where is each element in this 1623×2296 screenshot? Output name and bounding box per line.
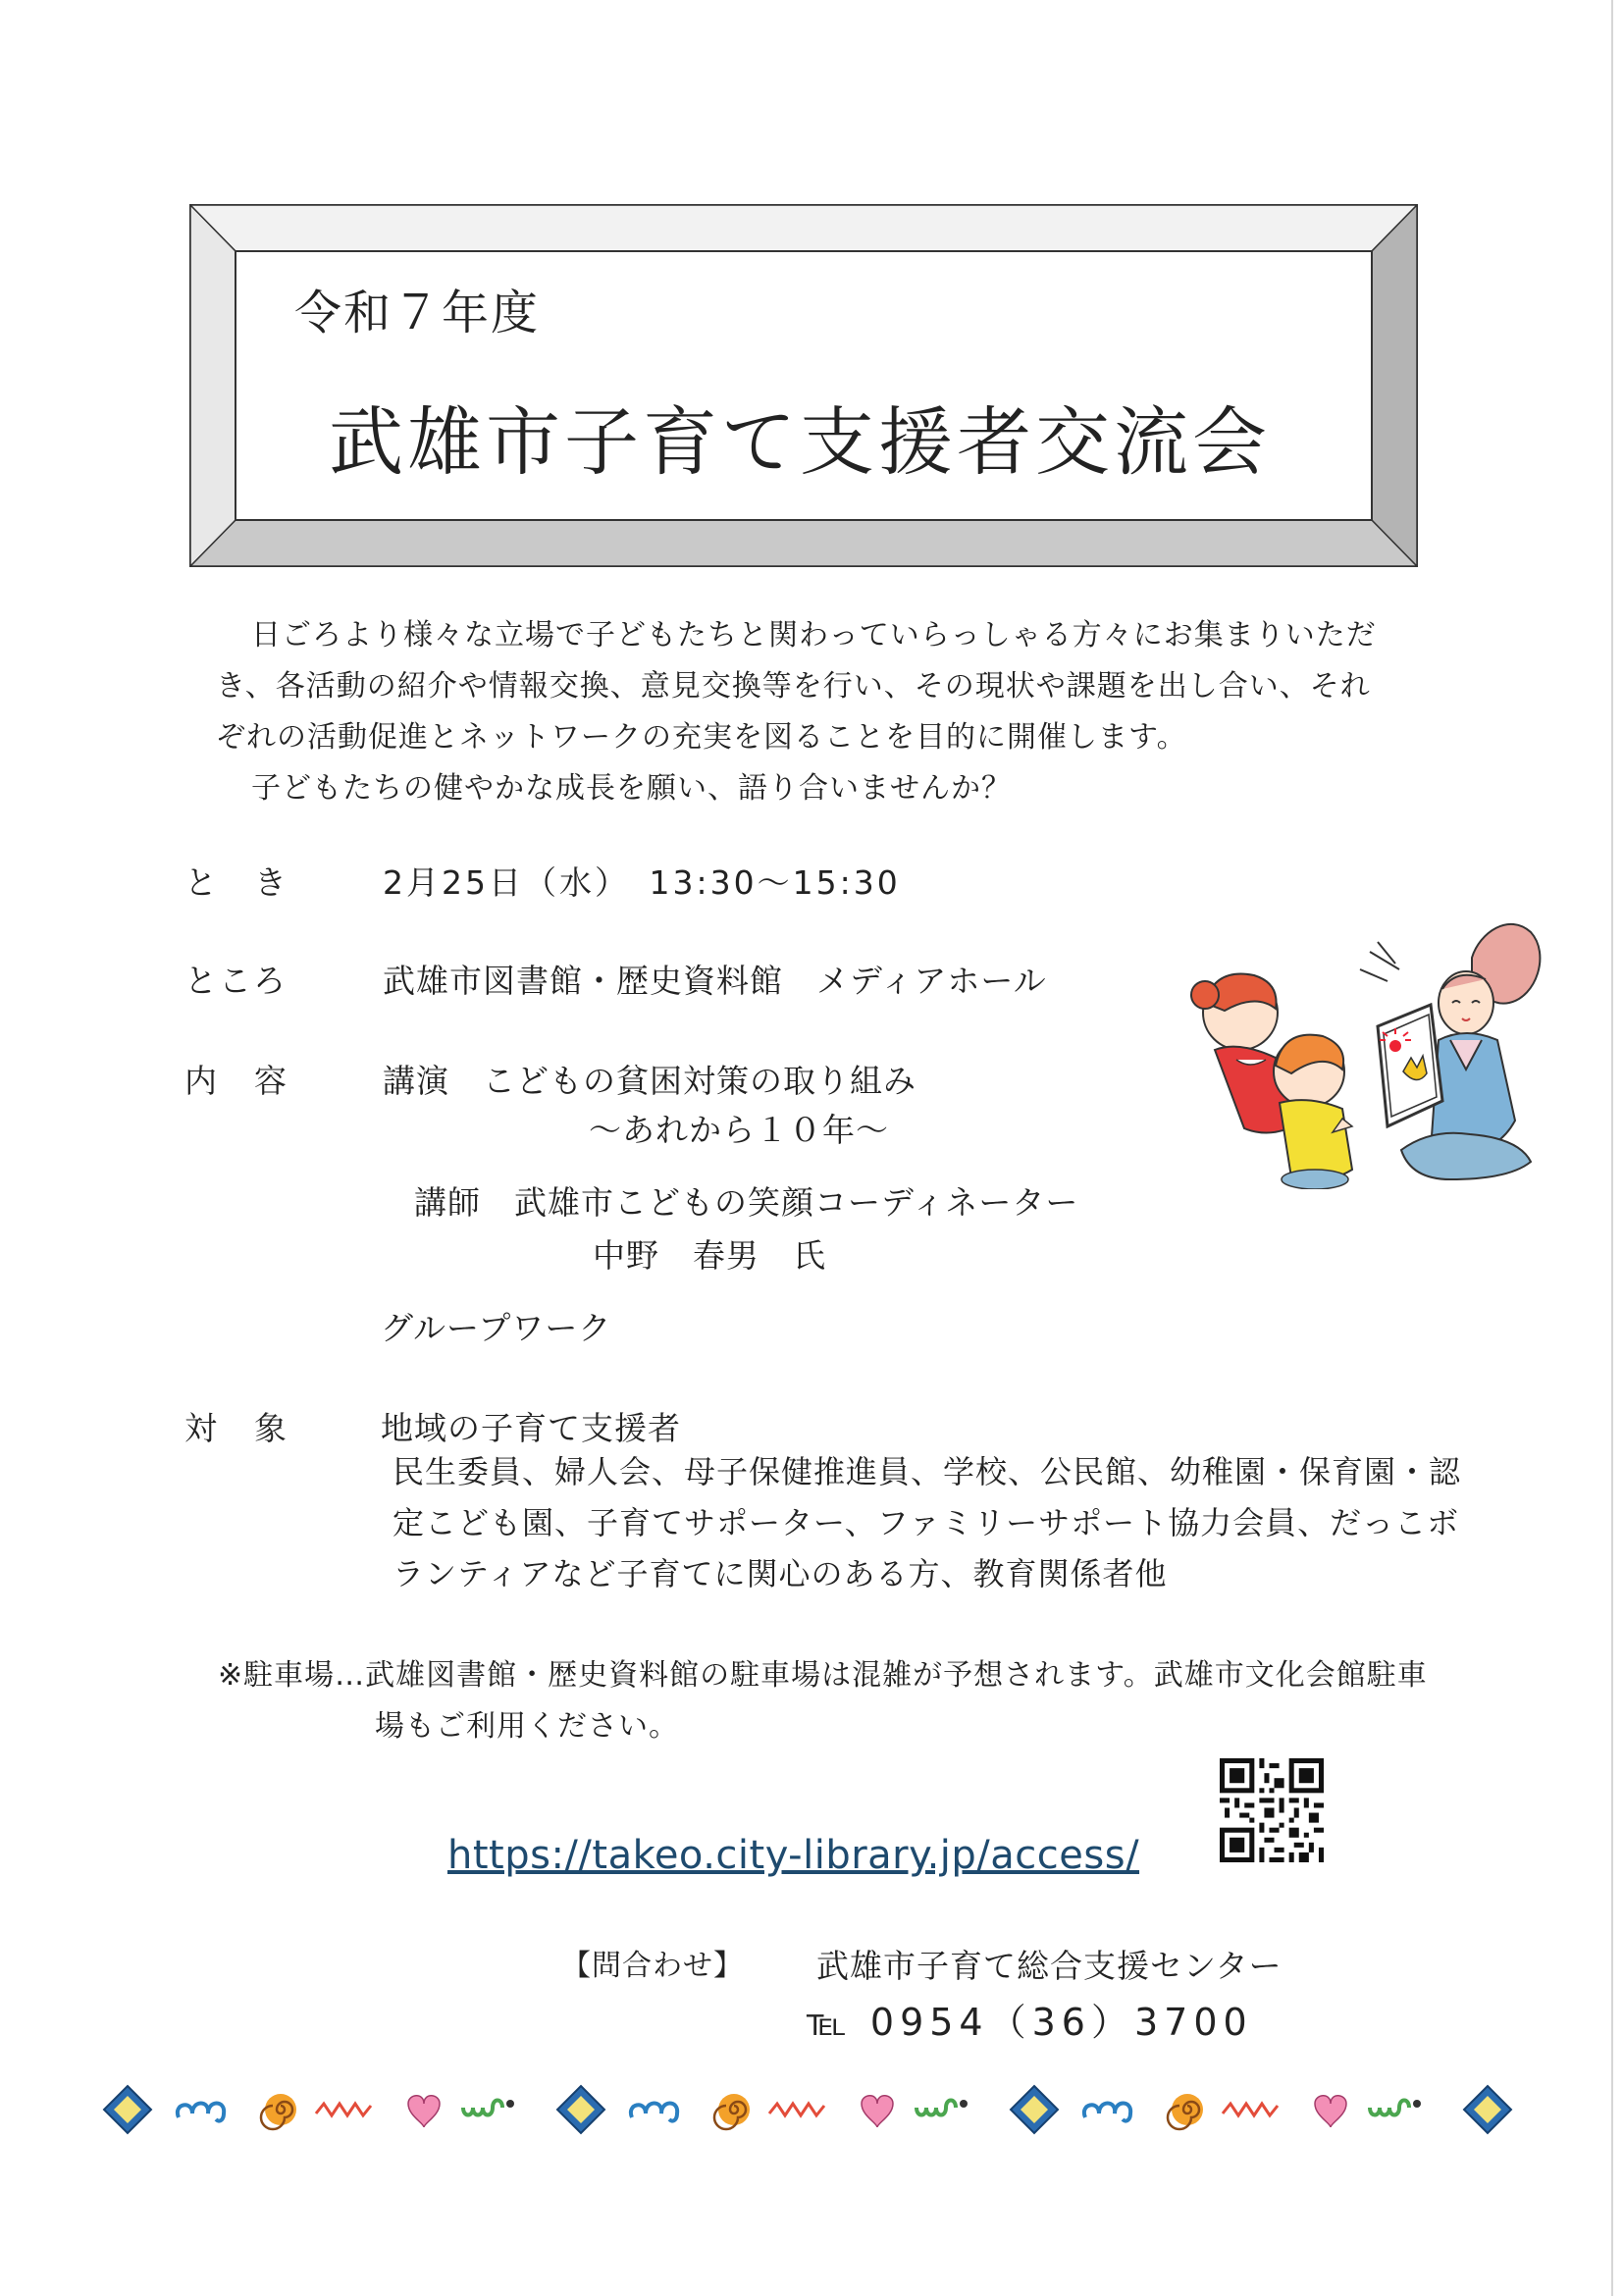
qr-code-icon[interactable] [1220,1758,1324,1862]
lecture-title: 講演 こどもの貧困対策の取り組み [383,1062,916,1100]
target-label: 対象 [184,1409,324,1447]
swirl-coil-icon [178,2104,224,2121]
fiscal-year: 令和７年度 [294,286,541,340]
where-value: 武雄市図書館・歴史資料館 メディアホール [383,962,1047,1000]
access-url-link[interactable]: https://takeo.city-library.jp/access/ [447,1833,1140,1878]
page-edge-line [1611,0,1613,2296]
heart-icon [408,2096,440,2127]
decorative-border [98,2080,1531,2139]
content-label: 内容 [184,1062,324,1100]
contact-phone: ℡ 0954（36）3700 [807,2001,1253,2044]
lecture-subtitle: ～あれから１０年～ [589,1111,889,1149]
lecturer-line: 講師 武雄市こどもの笑顔コーディネーター [414,1183,1079,1222]
mother-reading-illustration [1185,893,1550,1189]
diamond-icon [104,2086,151,2133]
border-unit [104,2086,514,2133]
spiral-icon [261,2094,296,2129]
when-label: とき [184,863,324,902]
intro-paragraph-2: 子どもたちの健やかな成長を願い、語り合いませんか？ [251,771,1012,806]
lecturer-name: 中野 春男 氏 [593,1236,826,1275]
parking-line-1: ※駐車場…武雄図書館・歴史資料館の駐車場は混雑が予想されます。武雄市文化会館駐車 [218,1658,1428,1693]
target-heading: 地域の子育て支援者 [381,1409,681,1447]
intro-paragraph-1: 日ごろより様々な立場で子どもたちと関わっていらっしゃる方々にお集まりいただき、各活動の紹介や情報交換、意見交換等を行い、その現状や課題を出し合い、それぞれの活動促進とネットワークの充実を図ることを目的に開催します。 [216,618,1377,755]
target-body: 民生委員、婦人会、母子保健推進員、学校、公民館、幼稚園・保育園・認定こども園、子育てサポーター、ファミリーサポート協力会員、だっこボランティアなど子育てに関心のある方、教育関係者他 [393,1453,1462,1592]
when-value: 2月25日（水） 13:30～15:30 [383,863,901,902]
parking-note [218,1650,1444,1752]
where-label: ところ [184,962,288,1000]
loop-coil-icon [463,2101,502,2115]
contact-organization: 武雄市子育て総合支援センター [816,1947,1283,1985]
contact-label: 【問合わせ】 [561,1949,744,1983]
groupwork: グループワーク [381,1309,612,1347]
zigzag-icon [316,2104,371,2115]
page-title: 武雄市子育て支援者交流会 [329,398,1271,486]
intro-text [216,610,1398,814]
parking-line-2: 場もご利用ください。 [375,1709,679,1744]
